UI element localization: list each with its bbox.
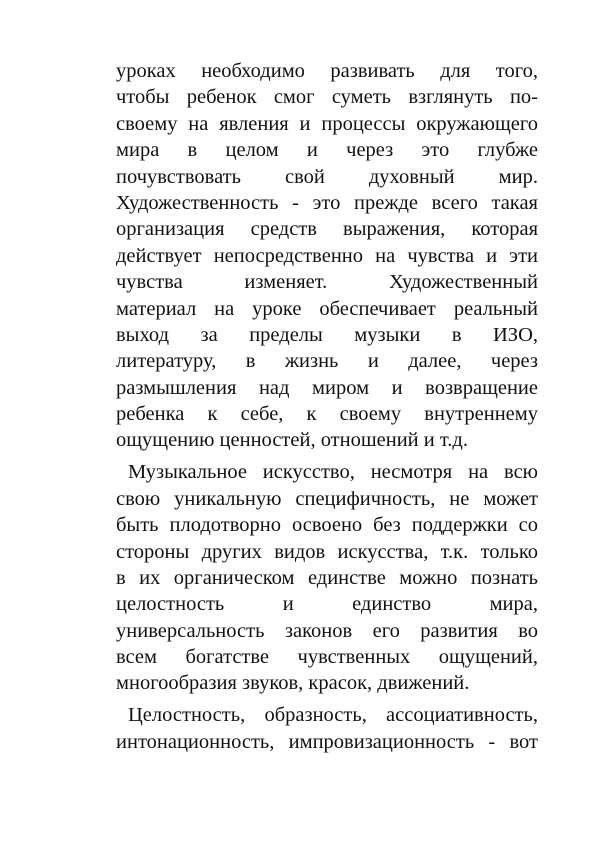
text-line: многообразия звуков, красок, движений. [116, 672, 470, 695]
text-line: действует непосредственно на чувства и эти [116, 244, 538, 267]
text-line: стороны других видов искусства, т.к. только [116, 540, 538, 563]
text-line: в их органическом единстве можно познать [116, 566, 538, 589]
paragraph-3 [116, 702, 538, 755]
text-line: целостность и единство мира, [116, 593, 538, 616]
text-line: интонационность, импровизационность - вот [116, 730, 538, 753]
text-line: универсальность законов его развития во [116, 619, 538, 642]
paragraph-1 [116, 58, 538, 454]
text-line: своему на явления и процессы окружающего [116, 112, 538, 135]
text-line: чтобы ребенок смог суметь взглянуть по- [116, 86, 538, 109]
text-line: Музыкальное искусство, несмотря на всю [128, 461, 538, 484]
text-line: литературу, в жизнь и далее, через [116, 350, 538, 373]
text-line: свою уникальную специфичность, не может [116, 487, 538, 510]
text-line: Художественность - это прежде всего такая [116, 191, 538, 214]
text-line: почувствовать свой духовный мир. [116, 165, 538, 188]
text-line: быть плодотворно освоено без поддержки со [116, 514, 538, 537]
text-line: всем богатстве чувственных ощущений, [116, 646, 538, 669]
body-text [116, 58, 538, 755]
text-line: ощущению ценностей, отношений и т.д. [116, 429, 468, 452]
text-line: Целостность, образность, ассоциативность, [128, 704, 538, 727]
text-line: организация средств выражения, которая [116, 218, 538, 241]
text-line: чувства изменяет. Художественный [116, 271, 538, 294]
text-line: ребенка к себе, к своему внутреннему [116, 403, 538, 426]
text-line: выход за пределы музыки в ИЗО, [116, 323, 538, 346]
text-line: уроках необходимо развивать для того, [116, 60, 538, 82]
paragraph-2 [116, 459, 538, 697]
text-line: материал на уроке обеспечивает реальный [116, 297, 538, 320]
text-line: размышления над миром и возвращение [116, 376, 538, 399]
text-line: мира в целом и через это глубже [116, 139, 538, 162]
